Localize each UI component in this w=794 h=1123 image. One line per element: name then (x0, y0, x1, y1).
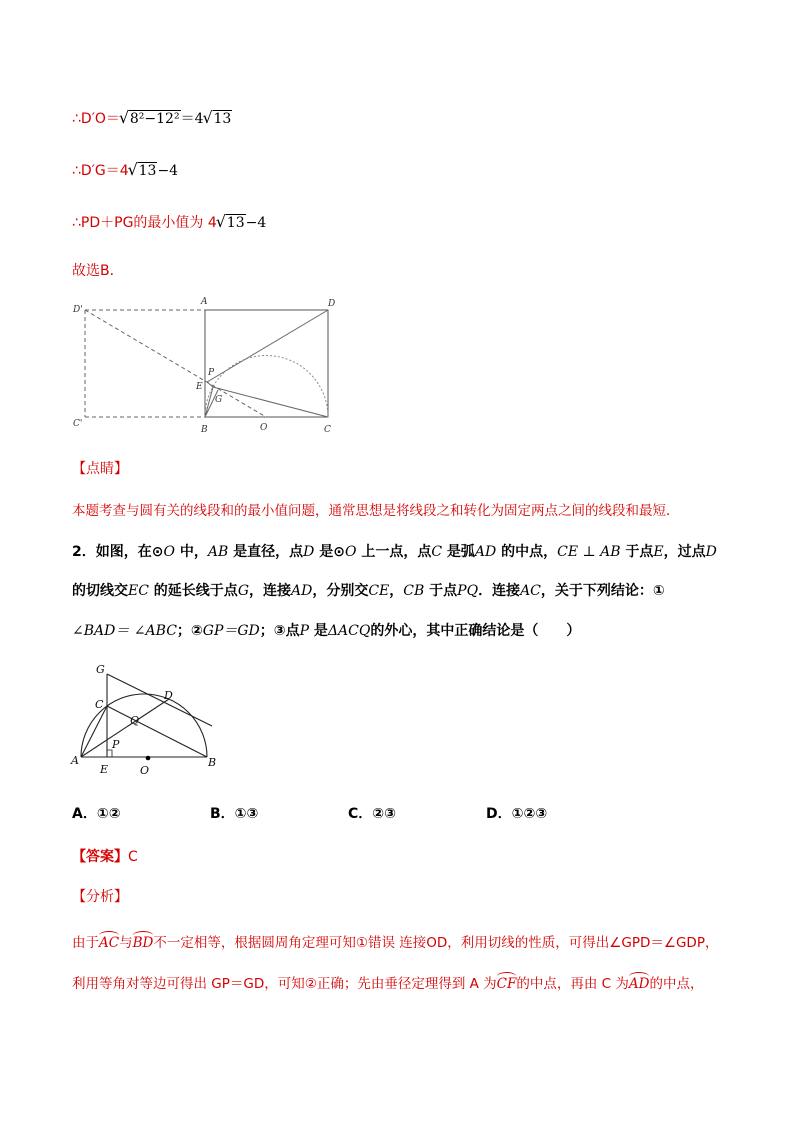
label-dprime: D' (73, 305, 83, 315)
dianjing-heading: 【点睛】 (72, 461, 128, 477)
line1-prefix: ∴D′O＝ (72, 111, 120, 127)
label-g: G (215, 395, 223, 405)
solution-line-3: ∴PD＋PG的最小值为 4√ 13−4 (72, 212, 266, 232)
option-b: B．①③ (210, 806, 259, 822)
segment-ac (81, 706, 107, 757)
question2-line2: 的切线交EC 的延长线于点G，连接AD，分别交CE，CB 于点PQ．连接AC，关于下列结论：① (72, 583, 665, 599)
question2-line1: 2．如图，在⊙O 中，AB 是直径，点D 是⊙O 上一点，点C 是弧AD 的中点，CE ⊥ AB 于点E，过点D (72, 544, 717, 560)
label-o2: O (140, 764, 150, 777)
solution-line-1: ∴D′O＝√ 8²−12²＝4√ 13 (72, 108, 232, 128)
solution-line-2: ∴D′G＝4√ 13−4 (72, 160, 178, 180)
label-d2: D (164, 689, 173, 702)
label-c2: C (95, 698, 104, 711)
analysis-heading: 【分析】 (72, 889, 128, 905)
label-b2: B (208, 756, 217, 769)
label-p2: P (112, 738, 120, 751)
option-a: A．①② (72, 806, 121, 822)
label-c: C (324, 425, 331, 435)
analysis-paragraph-2: 利用等角对等边可得出 GP＝GD，可知②正确；先由垂径定理得到 A 为CF的中点，再由 C 为AD的中点， (72, 972, 703, 992)
sqrt-expression: √ 8²−12² (120, 111, 181, 127)
label-b: B (201, 425, 208, 435)
label-a2: A (71, 754, 79, 767)
answer-heading: 【答案】 (72, 849, 128, 865)
segment-pd (207, 310, 328, 382)
option-c: C．②③ (348, 806, 396, 822)
answer-line (72, 846, 138, 866)
label-o: O (260, 423, 268, 433)
dianjing-text: 本题考查与圆有关的线段和的最小值问题，通常思想是将线段之和转化为固定两点之间的线段和最短． (72, 503, 680, 519)
tangent-line (107, 674, 212, 726)
question2-line3: ∠BAD＝ ∠ABC；②GP＝GD；③点P 是ΔACQ的外心，其中正确结论是（ ） (72, 623, 581, 639)
point-o (146, 756, 151, 761)
solution-line-4: 故选B． (72, 263, 124, 279)
label-e2: E (100, 763, 109, 776)
right-angle-mark (107, 750, 112, 757)
label-e: E (196, 382, 203, 392)
label-g2: G (96, 663, 105, 676)
segment-pe (207, 382, 213, 387)
label-a: A (201, 297, 208, 307)
figure-2 (66, 662, 226, 780)
segment-cb (107, 706, 207, 757)
figure-1 (70, 290, 360, 440)
label-d: D (328, 299, 336, 309)
label-p: P (208, 368, 215, 378)
analysis-paragraph-1: 由于AC与BD不一定相等，根据圆周角定理可知①错误 连接OD，利用切线的性质，可得出∠GPD＝∠GDP， (72, 931, 718, 951)
label-cprime: C' (73, 419, 83, 429)
label-q2: Q (130, 714, 140, 727)
segment-ec (213, 387, 328, 417)
dotted-arc (205, 356, 328, 418)
answer-value: C (128, 849, 138, 865)
option-d: D．①②③ (486, 806, 548, 822)
